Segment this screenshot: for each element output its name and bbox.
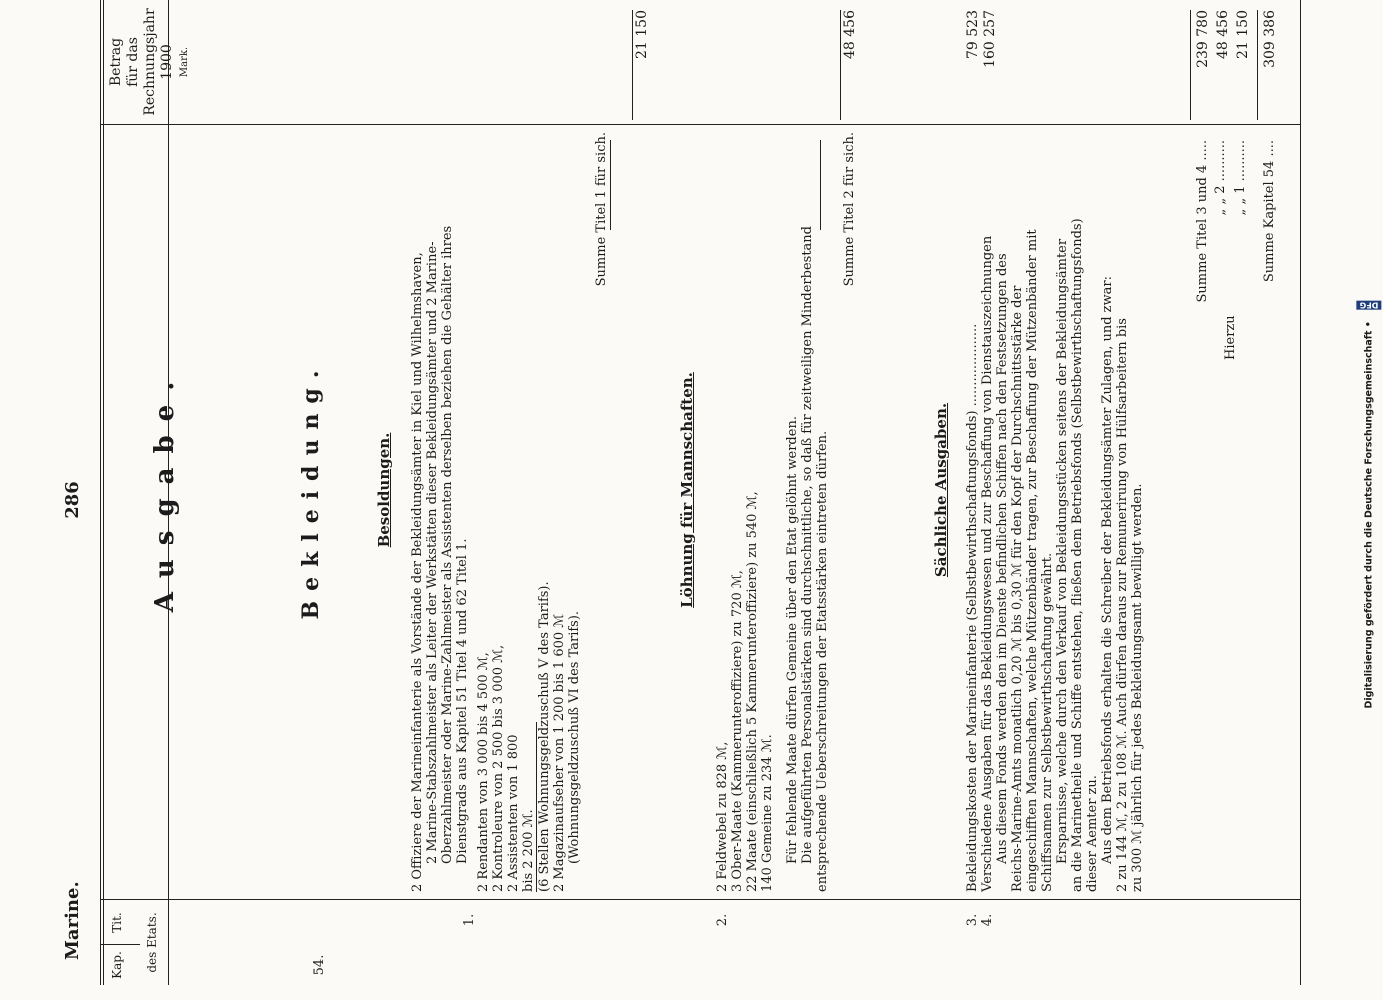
titel4-line: Reichs-Marine-Amts monatlich 0,20 ℳ bis 0,30 ℳ für den Kopf der Durchschnittsstärke der — [1010, 285, 1025, 892]
titel2-line: 140 Gemeine zu 234 ℳ. — [760, 734, 775, 892]
col-head-tit: Tit. — [110, 912, 124, 933]
titel1-line: 2 Assistenten von 1 800 bis 2 200 ℳ. — [506, 722, 537, 892]
titel2-heading: Löhnung für Mannschaften. — [678, 372, 696, 608]
kapitel-sum-label: Summe Kapitel 54 .... — [1262, 140, 1277, 283]
titel3-text: Bekleidungskosten der Marineinfanterie (Selbstbewirthschaftungsfonds) .................... — [965, 323, 980, 892]
titel1-line: 2 Offiziere der Marineinfanterie als Vorstände der Bekleidungsämter in Kiel und Wilhelmshaven, — [410, 252, 425, 892]
totals-rule — [1190, 10, 1191, 120]
titel4-line: zu 300 ℳ jährlich für jedes Bekleidungsamt bewilligt werden. — [1130, 483, 1145, 892]
titel2-sum-value: 48 456 — [842, 10, 858, 59]
titel1-line: Oberzahlmeister oder Marine-Zahlmeister als Assistenten derselben beziehen die Gehälter ihres — [440, 225, 455, 864]
titel4-first-line: Verschiedene Ausgaben für das Bekleidungswesen und zur Beschaffung von Dienstauszeichnungen — [980, 235, 995, 892]
titel1-line: Dienstgrads aus Kapitel 51 Titel 4 und 62 Titel 1. — [455, 538, 470, 864]
titel4-line: 2 zu 144 ℳ, 2 zu 108 ℳ. Auch dürfen daraus zur Remunerirung von Hülfsarbeitern bis — [1115, 318, 1130, 892]
betrag-year: 1900 — [159, 44, 175, 80]
hierzu2-value: 48 456 — [1215, 10, 1231, 59]
col-head-kap: Kap. — [110, 951, 124, 979]
page-title: Ausgabe. — [150, 367, 180, 613]
titel2-sum-label: Summe Titel 2 für sich. — [842, 132, 857, 287]
titel1-text — [410, 132, 609, 892]
titel2-sum-rule — [820, 140, 821, 230]
titel1-amount-rule — [632, 10, 633, 120]
header-section-name: Marine. — [62, 881, 83, 960]
top-rule-double — [103, 0, 104, 985]
titel4-line: Aus dem Betriebsfonds erhalten die Schreiber der Bekleidungsämter Zulagen, und zwar: — [1100, 276, 1115, 864]
titel3-number: 3. — [965, 913, 980, 927]
betrag-unit: Mark. — [179, 46, 190, 78]
titel1-sum-rule — [610, 140, 611, 230]
hierzu-label: Hierzu — [1223, 315, 1238, 360]
titel2-number: 2. — [715, 913, 730, 927]
titel1-line: (Wohnungsgeldzuschuß VI des Tarifs). — [567, 610, 582, 864]
titel4-line: Ersparnisse, welche durch den Verkauf von Bekleidungsstücken seitens der Bekleidungsämter — [1055, 238, 1070, 864]
titel2-amount-rule — [840, 10, 841, 120]
titel4-value: 160 257 — [982, 10, 998, 68]
kapitel-sum-value: 309 386 — [1262, 10, 1278, 68]
titel4-line: Schiffsnamen zur Selbstbewirthschaftung gewährt. — [1040, 552, 1055, 892]
col-head-des-etats: des Etats. — [145, 912, 159, 973]
titel1-line: 2 Magazinaufseher von 1 200 bis 1 600 ℳ — [552, 613, 567, 892]
titel2-line: 2 Feldwebel zu 828 ℳ, — [715, 741, 730, 892]
titel2-line: 22 Maate (einschließlich 5 Kammerunteroffiziere) zu 540 ℳ, — [745, 491, 760, 892]
titel1-sum-value: 21 150 — [634, 10, 650, 59]
col-divider-betrag — [100, 124, 1300, 125]
rotated-page — [50, 0, 1330, 1000]
saechlich-heading: Sächliche Ausgaben. — [932, 402, 950, 578]
titel3-value: 79 523 — [965, 10, 981, 59]
col-divider-tit — [100, 899, 1300, 900]
top-rule — [100, 0, 101, 985]
titel2-note: Für fehlende Maate dürfen Gemeine über den Etat gelöhnt werden. — [785, 416, 800, 864]
sum34-label: Summe Titel 3 und 4 ..... — [1195, 140, 1210, 303]
titel1-line: 2 Marine-Stabszahlmeister als Leiter der Werkstätten dieser Bekleidungsämter und 2 Marine- — [425, 241, 440, 864]
titel2-note: Die aufgeführten Personalstärken sind durchschnittliche, so daß für zeitweiligen Minderbestand — [800, 226, 815, 864]
titel1-heading: Besoldungen. — [375, 432, 393, 548]
titel4-line: an die Marinetheile und Schiffe entstehen, fließen dem Betriebsfonds (Selbstbewirthschaftungsfonds) — [1070, 218, 1085, 892]
titel2-text — [715, 132, 857, 892]
dfg-sidenote — [1358, 8, 1380, 993]
hierzu1-value: 21 150 — [1235, 10, 1251, 59]
titel4-line: eingeschifften Mannschaften, welche Mützenbänder tragen, zur Beschaffung der Mützenbänder mit — [1025, 229, 1040, 892]
titel4-line: Aus diesem Fonds werden den im Dienste befindlichen Schiffen nach den Festsetzungen des — [995, 253, 1010, 864]
titel4-line: dieser Aemter zu. — [1085, 775, 1100, 892]
kapitel-sum-rule — [1257, 10, 1258, 120]
titel1-sum-label: Summe Titel 1 für sich. — [594, 132, 609, 287]
sum34-value: 239 780 — [1195, 10, 1211, 68]
bottom-rule — [1300, 0, 1301, 985]
titel2-line: 3 Ober-Maate (Kammerunteroffiziere) zu 720 ℳ, — [730, 570, 745, 892]
betrag-line1: Betrag — [108, 37, 124, 87]
betrag-line3: Rechnungsjahr — [142, 8, 158, 116]
sidenote-text: Digitalisierung gefördert durch die Deutsche Forschungsgemeinschaft • — [1363, 321, 1375, 709]
titel1-line: 2 Kontroleure von 2 500 bis 3 000 ℳ, — [491, 644, 506, 892]
titel1-line: 2 Rendanten von 3 000 bis 4 500 ℳ, — [476, 652, 491, 892]
titel1-line: (6 Stellen Wohnungsgeldzuschuß V des Tarifs). — [537, 581, 552, 892]
titel4-number: 4. — [980, 913, 995, 927]
betrag-line2: für das — [125, 37, 141, 87]
titel4-text — [980, 132, 1145, 892]
hierzu2-label: „ „ 2 .......... — [1213, 140, 1228, 216]
titel1-number: 1. — [462, 913, 477, 927]
chapter-title: Bekleidung. — [298, 360, 324, 620]
kapitel-number: 54. — [312, 954, 327, 976]
dfg-logo: DFG — [1357, 300, 1382, 309]
titel2-note: entsprechende Ueberschreitungen der Etatsstärken eintreten dürfen. — [815, 430, 830, 892]
hierzu1-label: „ „ 1 .......... — [1233, 140, 1248, 216]
page-number: 286 — [62, 481, 83, 519]
